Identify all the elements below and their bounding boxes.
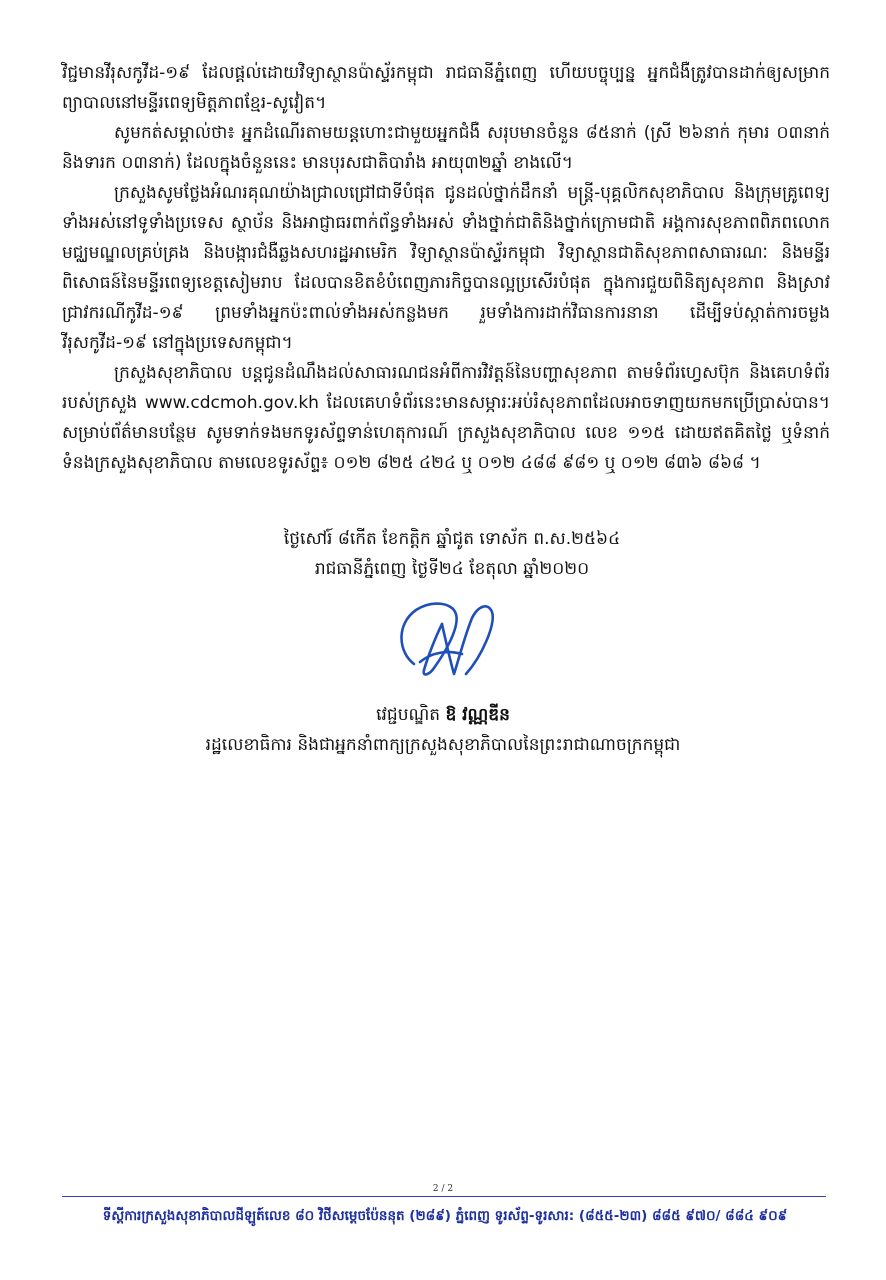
paragraph-gratitude: ក្រសួងសូមថ្លែងអំណរគុណយ៉ាងជ្រាលជ្រៅជាទីបំផុត ជូនដល់ថ្នាក់ដឹកនាំ មន្ត្រី-បុគ្គលិកសុខាភិបាល និងក្រុមគ្រូពេទ្យទាំងអស់នៅទូទាំងប្រទេស ស្ថាប័ន និងអាជ្ញាធរពាក់ព័ន្ធទាំងអស់ ទាំងថ្នាក់ជាតិនិងថ្នាក់ក្រោមជាតិ អង្គការសុខភាពពិភពលោក មជ្ឈមណ្ឌលគ្រប់គ្រង និងបង្ការជំងឺឆ្លងសហរដ្ឋអាមេរិក វិទ្យាស្ថានប៉ាស្ទ័រកម្ពុជា វិទ្យាស្ថានជាតិសុខភាពសាធារណៈ និងមន្ទីរពិសោធន៍នៃមន្ទីរពេទ្យខេត្តសៀមរាប ដែលបានខិតខំបំពេញភារកិច្ចបានល្អប្រសើរបំផុត ក្នុងការជួយពិនិត្យសុខភាព និងស្រាវជ្រាវករណីកូវីដ-១៩ ព្រមទាំងអ្នកប៉ះពាល់ទាំងអស់កន្លងមក រួមទាំងការដាក់វិធានការនានា ដើម្បីទប់ស្កាត់ការចម្លងវីរុសកូវីដ-១៩ នៅក្នុងប្រទេសកម្ពុជា។ xyxy=(62,183,830,353)
date-block xyxy=(0,524,886,584)
signer-name: ឱ វណ្ណឌីន xyxy=(445,705,510,725)
page-number: 2 / 2 xyxy=(432,1184,454,1194)
body-text xyxy=(62,58,830,478)
footer-address: ទីស្តីការក្រសួងសុខាភិបាលដីឡូត៍លេខ ៨០ វិថីសម្តេចប៉ែននុត (២៨៩) ភ្នំពេញ ទូរស័ព្ទ-ទូរសារ: (៨៥៥-២៣) ៨៨៥ ៩៧០/ ៨៨៤ ៩០៩ xyxy=(102,1208,788,1224)
paragraph-continuation: វិជ្ជមានវីរុសកូវីដ-១៩ ដែលផ្តល់ដោយវិទ្យាស្ថានប៉ាស្ទ័រកម្ពុជា រាជធានីភ្នំពេញ ហើយបច្ចុប្បន្ន អ្នកជំងឺត្រូវបានដាក់ឲ្យសម្រាកព្យាបាលនៅមន្ទីរពេទ្យមិត្តភាពខ្មែរ-សូវៀត។ xyxy=(62,63,830,113)
paragraph-contact-info: ក្រសួងសុខាភិបាល បន្តជូនដំណឹងដល់សាធារណជនអំពីការវិវត្តន៍នៃបញ្ហាសុខភាព តាមទំព័រហ្វេសប៊ុក និងគេហទំព័ររបស់ក្រសួង www.cdcmoh.gov.kh ដែលគេហទំព័រនេះមានសម្ភារៈអប់រំសុខភាពដែលអាចទាញយកមកប្រើប្រាស់បាន។ សម្រាប់ព័ត៌មានបន្ថែម សូមទាក់ទងមកទូរស័ព្ទទាន់ហេតុការណ៍ ក្រសួងសុខាភិបាល លេខ ១១៥ ដោយឥតគិតថ្លៃ ឬទំនាក់ទំនងក្រសួងសុខាភិបាល តាមលេខទូរស័ព្ទ៖ ០១២ ៨២៥ ៤២៤ ឬ ០១២ ៤៨៨ ៩៨១ ឬ ០១២ ៨៣៦ ៨៦៨ ។ xyxy=(62,363,830,473)
paragraph-passengers-note: សូមកត់សម្គាល់ថា៖ អ្នកដំណើរតាមយន្តហោះជាមួយអ្នកជំងឺ សរុបមានចំនួន ៨៥នាក់ (ស្រី ២៦នាក់ កុមារ ០៣នាក់ និងទារក ០៣នាក់) ដែលក្នុងចំនួននេះ មានបុរសជាតិបារាំង អាយុ៣២ឆ្នាំ ខាងលើ។ xyxy=(62,123,830,173)
lunar-date: ថ្ងៃសៅរ៍ ៨កើត ខែកត្តិក ឆ្នាំជូត ទោស័ក ព.ស.២៥៦៤ xyxy=(283,529,621,549)
solar-date: រាជធានីភ្នំពេញ ថ្ងៃទី២៤ ខែតុលា ឆ្នាំ២០២០ xyxy=(314,559,590,579)
signer-block xyxy=(0,700,886,760)
signer-title-prefix: វេជ្ជបណ្ឌិត xyxy=(376,705,441,725)
signer-position: រដ្ឋលេខាធិការ និងជាអ្នកនាំពាក្យក្រសួងសុខាភិបាលនៃព្រះរាជាណាចក្រកម្ពុជា xyxy=(205,735,681,755)
signature-image xyxy=(392,594,512,686)
footer-divider xyxy=(62,1196,826,1197)
signer-name-line xyxy=(0,700,886,730)
